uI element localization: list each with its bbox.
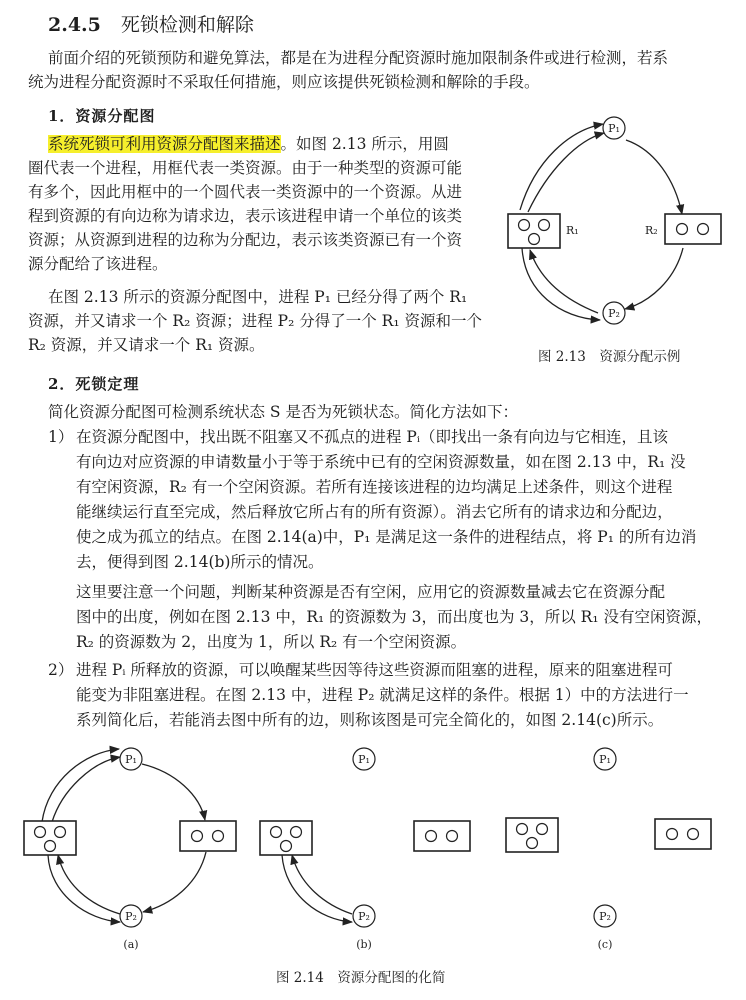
assignment-edge — [143, 852, 206, 912]
figure-2-14-caption: 图 2.14 资源分配图的化简 — [276, 970, 446, 986]
resource-instance — [291, 827, 302, 838]
list-item-line: 有空闲资源，R₂ 有一个空闲资源。若所有连接该进程的边均满足上述条件，则这个进程 — [76, 478, 673, 496]
resource-box — [414, 821, 470, 851]
intro-line: 前面介绍的死锁预防和避免算法，都是在为进程分配资源时施加限制条件或进行检测，若系 — [48, 49, 669, 67]
paragraph-line: 资源；从资源到进程的边称为分配边，表示该类资源已有一个资 — [28, 231, 463, 249]
list-item-line: 这里要注意一个问题，判断某种资源是否有空闲，应用它的资源数量减去它在资源分配 — [76, 583, 666, 601]
list-item-line: 去，便得到图 2.14(b)所示的情况。 — [76, 553, 324, 571]
resource-box — [655, 819, 711, 849]
request-edge — [292, 855, 352, 914]
highlighted-text: 系统死锁可利用资源分配图来描述 — [48, 135, 281, 153]
resource-instance — [447, 831, 458, 842]
resource-instance — [35, 827, 46, 838]
list-item-line: R₂ 的资源数为 2，出度为 1，所以 R₂ 有一个空闲资源。 — [76, 633, 467, 651]
process-label: P₁ — [358, 753, 370, 766]
assignment-edge — [48, 855, 120, 922]
resource-label: R₂ — [645, 224, 658, 237]
paragraph-line: 有多个，因此用框中的一个圆代表一类资源中的一个资源。从进 — [28, 183, 463, 201]
subheading-resource-graph: 1．资源分配图 — [48, 107, 156, 125]
paragraph-line: 简化资源分配图可检测系统状态 S 是否为死锁状态。简化方法如下： — [48, 403, 518, 421]
process-label: P₁ — [608, 122, 620, 135]
process-label: P₁ — [125, 753, 137, 766]
resource-instance — [213, 831, 224, 842]
paragraph-line: 程到资源的有向边称为请求边，表示该进程申请一个单位的该类 — [28, 207, 463, 225]
list-item-line: 系列简化后，若能消去图中所有的边，则称该图是可完全简化的，如图 2.14(c)所示。 — [76, 711, 664, 729]
resource-instance — [271, 827, 282, 838]
process-label: P₂ — [358, 910, 370, 923]
intro-line: 统为进程分配资源时不采取任何措施，则应该提供死锁检测和解除的手段。 — [28, 73, 540, 91]
assignment-edge — [52, 757, 120, 822]
process-label: P₂ — [608, 307, 620, 320]
list-number: 1） — [48, 428, 74, 446]
section-number: 2.4.5 — [48, 14, 101, 36]
resource-instance — [45, 841, 56, 852]
figure-2-13-caption: 图 2.13 资源分配示例 — [538, 349, 681, 365]
resource-instance — [667, 829, 678, 840]
subfigure-label: (b) — [356, 938, 372, 951]
list-item-line: 有向边对应资源的申请数量小于等于系统中已有的空闲资源数量，如在图 2.13 中，R₁ 没 — [76, 453, 686, 471]
process-label: P₂ — [599, 910, 611, 923]
paragraph-line: 资源，并又请求一个 R₂ 资源；进程 P₂ 分得了一个 R₁ 资源和一个 — [28, 312, 482, 330]
resource-instance — [527, 838, 538, 849]
resource-instance — [55, 827, 66, 838]
subfigure-label: (c) — [597, 938, 613, 951]
subfigure-b — [260, 748, 470, 951]
resource-instance — [426, 831, 437, 842]
resource-instance — [192, 831, 203, 842]
subfigure-a — [24, 748, 236, 951]
paragraph-line: R₂ 资源，并又请求一个 R₁ 资源。 — [28, 336, 265, 354]
subfigure-c — [506, 748, 711, 951]
assignment-edge — [282, 855, 352, 922]
subfigure-label: (a) — [123, 938, 139, 951]
process-label: P₁ — [599, 753, 611, 766]
request-edge — [142, 764, 205, 820]
resource-instance — [688, 829, 699, 840]
list-item-line: 能变为非阻塞进程。在图 2.13 中，进程 P₂ 就满足这样的条件。根据 1）中的方法进行一 — [76, 686, 689, 704]
paragraph-line: 在图 2.13 所示的资源分配图中，进程 P₁ 已经分得了两个 R₁ — [48, 288, 468, 306]
resource-box — [180, 821, 236, 851]
list-number: 2） — [48, 661, 74, 679]
request-edge — [58, 855, 120, 914]
paragraph-text: 。如图 2.13 所示，用圆 — [280, 135, 449, 153]
paragraph-line: 圈代表一个进程，用框代表一类资源。由于一种类型的资源可能 — [28, 159, 463, 177]
list-item-line: 进程 Pᵢ 所释放的资源，可以唤醒某些因等待这些资源而阻塞的进程，原来的阻塞进程可 — [76, 661, 673, 679]
list-item-line: 在资源分配图中，找出既不阻塞又不孤点的进程 Pᵢ（即找出一条有向边与它相连，且该 — [76, 428, 668, 446]
process-label: P₂ — [125, 910, 137, 923]
resource-instance — [537, 824, 548, 835]
resource-label: R₁ — [566, 224, 579, 237]
list-item-line: 图中的出度，例如在图 2.13 中，R₁ 的资源数为 3，而出度也为 3，所以 R₁ 没有空闲资源， — [76, 608, 712, 626]
subheading-deadlock-theorem: 2．死锁定理 — [48, 375, 140, 393]
paragraph-line: 源分配给了该进程。 — [28, 255, 168, 273]
resource-instance — [281, 841, 292, 852]
list-item-line: 使之成为孤立的结点。在图 2.14(a)中，P₁ 是满足这一条件的进程结点，将 P₁ 的所有边消 — [76, 528, 697, 546]
section-title: 死锁检测和解除 — [120, 14, 254, 36]
resource-instance — [517, 824, 528, 835]
list-item-line: 能继续运行直至完成，然后释放它所占有的所有资源）。消去它所有的请求边和分配边， — [76, 503, 673, 521]
